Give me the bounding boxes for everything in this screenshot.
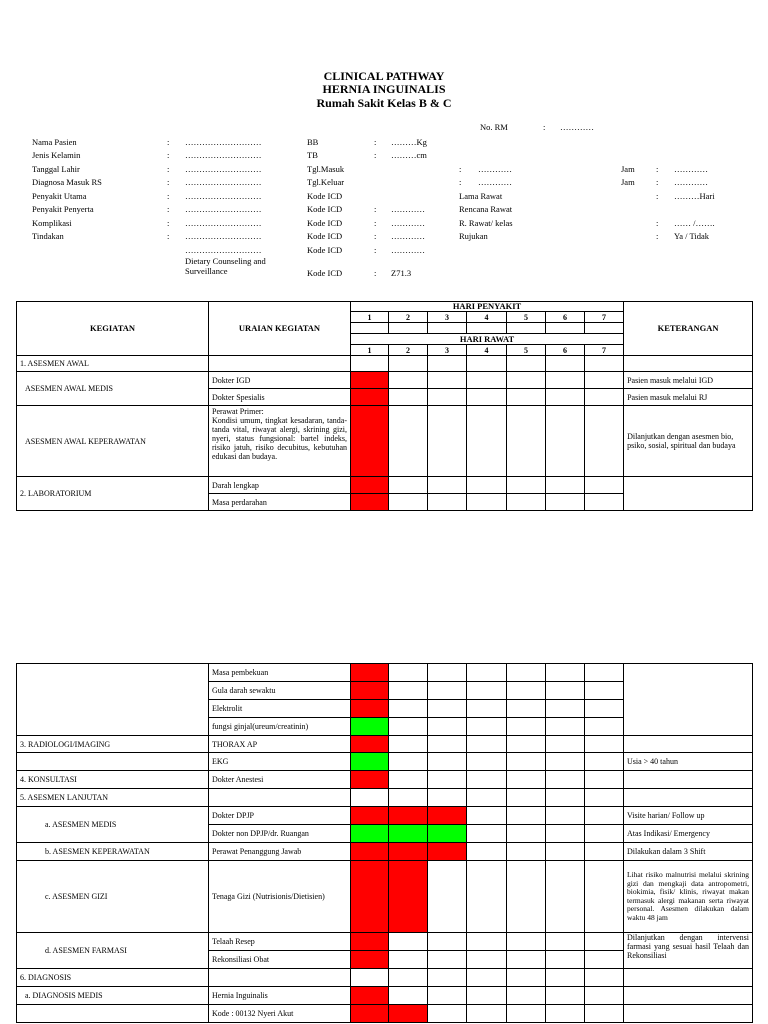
field-diagnosa-masuk: ……………………… xyxy=(185,177,262,187)
day-cell-red xyxy=(351,494,389,511)
uraian-dokter-non-dpjp: Dokter non DPJP/dr. Ruangan xyxy=(209,825,351,843)
day-cell-red xyxy=(351,987,389,1005)
table-row xyxy=(17,736,753,753)
day-cell-green xyxy=(351,753,389,771)
table-row xyxy=(17,771,753,789)
field-tgl-masuk: ………… xyxy=(478,164,512,174)
label-kode-icd: Kode ICD xyxy=(307,204,343,214)
header-hari-penyakit: HARI PENYAKIT xyxy=(351,302,624,312)
day-cell-red xyxy=(351,843,389,861)
title-clinical-pathway: CLINICAL PATHWAY xyxy=(323,69,445,83)
table-row xyxy=(17,843,753,861)
field-jam-masuk: ………… xyxy=(674,164,708,174)
label-nama-pasien: Nama Pasien xyxy=(32,137,77,147)
day-number: 3 xyxy=(428,345,467,356)
item-asesmen-farmasi: d. ASESMEN FARMASI xyxy=(17,933,209,969)
header-hari-rawat: HARI RAWAT xyxy=(351,334,624,345)
uraian-thorax: THORAX AP xyxy=(209,736,351,753)
colon: : xyxy=(374,268,377,278)
table-row xyxy=(17,372,753,389)
label-tgl-masuk: Tgl.Masuk xyxy=(307,164,345,174)
label-tgl-keluar: Tgl.Keluar xyxy=(307,177,345,187)
keterangan-farmasi: Dilanjutkan dengan intervensi farmasi yang sesuai hasil Telaah dan Rekonsiliasi xyxy=(624,933,753,969)
colon: : xyxy=(656,164,659,174)
field-kelas: …… /……. xyxy=(674,218,715,228)
label-diagnosa-masuk: Diagnosa Masuk RS xyxy=(32,177,102,187)
label-bb: BB xyxy=(307,137,319,147)
table-row xyxy=(17,789,753,807)
label-rujukan: Rujukan xyxy=(459,231,488,241)
field-icd: ………… xyxy=(391,245,425,255)
item-asesmen-awal-keperawatan: ASESMEN AWAL KEPERAWATAN xyxy=(17,406,209,477)
day-cell-red xyxy=(351,664,389,682)
colon: : xyxy=(167,231,170,241)
field-tgl-keluar: ………… xyxy=(478,177,512,187)
day-cell-red xyxy=(389,843,428,861)
table-row xyxy=(17,807,753,825)
uraian-kode-nyeri: Kode : 00132 Nyeri Akut xyxy=(209,1005,351,1023)
colon: : xyxy=(656,231,659,241)
colon: : xyxy=(167,177,170,187)
day-cell-red xyxy=(351,807,389,825)
colon: : xyxy=(167,218,170,228)
day-cell-red xyxy=(389,861,428,933)
day-cell-red xyxy=(351,700,389,718)
field-icd-z713: Z71.3 xyxy=(391,268,412,278)
field-icd: ………… xyxy=(391,204,425,214)
keterangan-shift: Dilakukan dalam 3 Shift xyxy=(624,843,753,861)
table-row xyxy=(17,969,753,987)
day-number: 4 xyxy=(467,345,507,356)
uraian-darah-lengkap: Darah lengkap xyxy=(209,477,351,494)
day-cell-green xyxy=(351,825,389,843)
colon: : xyxy=(167,137,170,147)
day-cell-red xyxy=(389,1005,428,1023)
keterangan-indikasi: Atas Indikasi/ Emergency xyxy=(624,825,753,843)
uraian-masa-perdarahan: Masa perdarahan xyxy=(209,494,351,511)
colon: : xyxy=(459,177,462,187)
label-ruang-rawat: R. Rawat/ kelas xyxy=(459,218,513,228)
label-penyakit-penyerta: Penyakit Penyerta xyxy=(32,204,94,214)
clinical-pathway-table-1 xyxy=(16,301,753,511)
field-penyakit-penyerta: ……………………… xyxy=(185,204,262,214)
keterangan-keperawatan: Dilanjutkan dengan asesmen bio, psiko, sosial, spiritual dan budaya xyxy=(624,406,753,477)
label-kode-icd: Kode ICD xyxy=(307,268,343,278)
field-bb: ………Kg xyxy=(391,137,427,147)
label-tanggal-lahir: Tanggal Lahir xyxy=(32,164,80,174)
label-komplikasi: Komplikasi xyxy=(32,218,72,228)
field-jam-keluar: ………… xyxy=(674,177,708,187)
no-rm-label: No. RM xyxy=(480,122,508,132)
dietary-counseling: Dietary Counseling and Surveillance xyxy=(185,256,266,276)
table-row xyxy=(17,1005,753,1023)
day-cell-red xyxy=(351,1005,389,1023)
day-cell-red xyxy=(351,933,389,951)
colon: : xyxy=(543,122,546,132)
day-cell-red xyxy=(428,807,467,825)
field-tindakan: ……………………… xyxy=(185,231,262,241)
table-row xyxy=(17,664,753,682)
colon: : xyxy=(374,231,377,241)
colon: : xyxy=(459,164,462,174)
keterangan-gizi: Lihat risiko malnutrisi melalui skrining gizi dan mengkaji data antropometri, biokimia, fisik/ klinis, riwayat makan termasuk alergi makanan serta riwayat personal. Asesmen dilakukan dalam waktu 48 jam xyxy=(624,861,753,933)
table-row xyxy=(17,861,753,933)
field-icd: ………… xyxy=(391,218,425,228)
colon: : xyxy=(374,218,377,228)
uraian-rekonsiliasi: Rekonsiliasi Obat xyxy=(209,951,351,969)
colon: : xyxy=(167,204,170,214)
table-row xyxy=(17,406,753,477)
uraian-ekg: EKG xyxy=(209,753,351,771)
no-rm-value: ………… xyxy=(560,122,594,132)
day-cell-red xyxy=(351,389,389,406)
uraian-hernia: Hernia Inguinalis xyxy=(209,987,351,1005)
field-icd: ………… xyxy=(391,231,425,241)
colon: : xyxy=(656,191,659,201)
day-cell-green xyxy=(389,825,428,843)
day-number: 3 xyxy=(428,312,467,323)
label-jam: Jam xyxy=(621,177,635,187)
field-rujukan: Ya / Tidak xyxy=(674,231,710,241)
label-kode-icd: Kode ICD xyxy=(307,245,343,255)
label-lama-rawat: Lama Rawat xyxy=(459,191,503,201)
table-row xyxy=(17,933,753,951)
day-cell-red xyxy=(351,861,389,933)
header-keterangan: KETERANGAN xyxy=(624,302,753,356)
uraian-dokter-spesialis: Dokter Spesialis xyxy=(209,389,351,406)
colon: : xyxy=(167,191,170,201)
section-asesmen-awal: 1. ASESMEN AWAL xyxy=(17,356,209,372)
uraian-tenaga-gizi: Tenaga Gizi (Nutrisionis/Dietisien) xyxy=(209,861,351,933)
item-asesmen-awal-medis: ASESMEN AWAL MEDIS xyxy=(17,372,209,406)
table-row xyxy=(17,753,753,771)
day-cell-red xyxy=(351,682,389,700)
keterangan-igd: Pasien masuk melalui IGD xyxy=(624,372,753,389)
day-cell-green xyxy=(428,825,467,843)
day-cell-red xyxy=(428,843,467,861)
label-jam: Jam xyxy=(621,164,635,174)
label-kode-icd: Kode ICD xyxy=(307,231,343,241)
uraian-telaah-resep: Telaah Resep xyxy=(209,933,351,951)
day-cell-red xyxy=(351,477,389,494)
field-jenis-kelamin: ……………………… xyxy=(185,150,262,160)
perawat-primer-title: Perawat Primer: xyxy=(212,407,264,416)
keterangan-visite: Visite harian/ Follow up xyxy=(624,807,753,825)
day-cell-green xyxy=(351,718,389,736)
colon: : xyxy=(656,218,659,228)
item-asesmen-medis: a. ASESMEN MEDIS xyxy=(17,807,209,843)
section-radiologi: 3. RADIOLOGI/IMAGING xyxy=(17,736,209,753)
item-diagnosis-medis: a. DIAGNOSIS MEDIS xyxy=(17,987,209,1005)
day-number: 2 xyxy=(389,345,428,356)
item-asesmen-gizi: c. ASESMEN GIZI xyxy=(17,861,209,933)
field-tb: ………cm xyxy=(391,150,427,160)
header-kegiatan: KEGIATAN xyxy=(17,302,209,356)
section-asesmen-lanjutan: 5. ASESMEN LANJUTAN xyxy=(17,789,209,807)
uraian-masa-pembekuan: Masa pembekuan xyxy=(209,664,351,682)
uraian-gula-darah: Gula darah sewaktu xyxy=(209,682,351,700)
label-tb: TB xyxy=(307,150,318,160)
colon: : xyxy=(656,177,659,187)
day-number: 5 xyxy=(507,345,546,356)
label-jenis-kelamin: Jenis Kelamin xyxy=(32,150,81,160)
title-diagnosis: HERNIA INGUINALIS xyxy=(322,82,446,96)
day-number: 7 xyxy=(585,312,624,323)
uraian-perawat-primer xyxy=(209,406,351,477)
perawat-primer-detail: Kondisi umum, tingkat kesadaran, tanda-tanda vital, riwayat alergi, skrining gizi, nyeri, status fungsional: bartel indeks, risiko jatuh, risiko decubitus, kebutuhan edukasi dan budaya. xyxy=(212,416,347,461)
day-number: 1 xyxy=(351,345,389,356)
label-kode-icd: Kode ICD xyxy=(307,218,343,228)
day-cell-red xyxy=(351,372,389,389)
section-diagnosis: 6. DIAGNOSIS xyxy=(17,969,209,987)
field-tanggal-lahir: ……………………… xyxy=(185,164,262,174)
uraian-perawat-pj: Perawat Penanggung Jawab xyxy=(209,843,351,861)
section-laboratorium: 2. LABORATORIUM xyxy=(17,477,209,511)
day-cell-red xyxy=(351,736,389,753)
colon: : xyxy=(374,137,377,147)
label-rencana-rawat: Rencana Rawat xyxy=(459,204,513,214)
keterangan-ekg: Usia > 40 tahun xyxy=(624,753,753,771)
section-konsultasi: 4. KONSULTASI xyxy=(17,771,209,789)
uraian-elektrolit: Elektrolit xyxy=(209,700,351,718)
colon: : xyxy=(374,204,377,214)
field-komplikasi: ……………………… xyxy=(185,218,262,228)
label-penyakit-utama: Penyakit Utama xyxy=(32,191,87,201)
colon: : xyxy=(374,150,377,160)
day-number: 1 xyxy=(351,312,389,323)
day-number: 5 xyxy=(507,312,546,323)
day-number: 6 xyxy=(546,345,585,356)
day-cell-red xyxy=(389,807,428,825)
field-penyakit-utama: ……………………… xyxy=(185,191,262,201)
table-row xyxy=(17,477,753,494)
day-number: 6 xyxy=(546,312,585,323)
clinical-pathway-table-2 xyxy=(16,663,753,1023)
table-row xyxy=(17,356,753,372)
item-asesmen-keperawatan: b. ASESMEN KEPERAWATAN xyxy=(17,843,209,861)
day-cell-red xyxy=(351,771,389,789)
day-cell-red xyxy=(351,406,389,477)
table-row xyxy=(17,987,753,1005)
day-cell-red xyxy=(351,951,389,969)
header-uraian: URAIAN KEGIATAN xyxy=(209,302,351,356)
day-number: 2 xyxy=(389,312,428,323)
label-tindakan: Tindakan xyxy=(32,231,64,241)
uraian-dokter-dpjp: Dokter DPJP xyxy=(209,807,351,825)
colon: : xyxy=(167,150,170,160)
colon: : xyxy=(167,164,170,174)
uraian-dokter-igd: Dokter IGD xyxy=(209,372,351,389)
uraian-dokter-anestesi: Dokter Anestesi xyxy=(209,771,351,789)
label-kode-icd: Kode ICD xyxy=(307,191,343,201)
field-lama-rawat: ………Hari xyxy=(674,191,715,201)
day-number: 4 xyxy=(467,312,507,323)
uraian-fungsi-ginjal: fungsi ginjal(ureum/creatinin) xyxy=(209,718,351,736)
keterangan-rj: Pasien masuk melalui RJ xyxy=(624,389,753,406)
colon: : xyxy=(374,245,377,255)
field-tindakan-2: ……………………… xyxy=(185,245,262,255)
field-nama-pasien: ……………………… xyxy=(185,137,262,147)
day-number: 7 xyxy=(585,345,624,356)
title-hospital-class: Rumah Sakit Kelas B & C xyxy=(316,96,452,110)
